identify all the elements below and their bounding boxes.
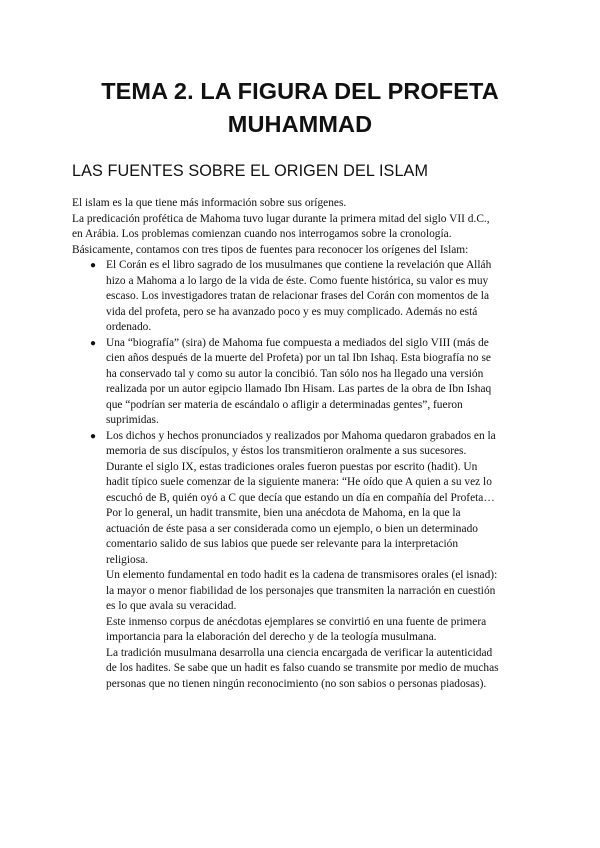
bullet-line: suprimidas. — [106, 414, 159, 426]
bullet-item-coran — [72, 258, 532, 336]
bullet-line: religiosa. — [106, 553, 149, 566]
bullet-line: escuchó de B, quién oyó a C que decía que estando un día en compañía del Profeta… — [106, 491, 495, 504]
bullet-line: actuación de éste pasa a ser considerada como un ejemplo, o bien un determinado — [106, 522, 478, 535]
bullet-line: El Corán es el libro sagrado de los musulmanes que contiene la revelación que Alláh — [106, 259, 492, 271]
bullet-line: hadit típico suele comenzar de la siguiente manera: “He oído que A quien a su vez lo — [106, 476, 492, 488]
bullet-line: Por lo general, un hadit transmite, bien una anécdota de Mahoma, en la que la — [106, 507, 461, 519]
continuation-line: de los hadites. Se sabe que un hadit es falso cuando se transmite por medio de muchas — [106, 662, 499, 674]
bullet-line: memoria de sus discípulos, y éstos los transmitieron oralmente a sus sucesores. — [106, 445, 467, 457]
continuation-line: Este inmenso corpus de anécdotas ejemplares se convirtió en una fuente de primera — [106, 615, 487, 628]
bullet-dot-icon: ● — [90, 337, 97, 349]
bullet-line: ordenado. — [106, 321, 152, 333]
page-title — [40, 75, 560, 141]
bullet-line: vida del profeta, pero se ha avanzado poco y es muy complicado. Además no está — [106, 305, 478, 318]
bullet-item-hadit — [72, 429, 532, 569]
title-line-2: MUHAMMAD — [227, 111, 373, 137]
bullet-line: realizada por un autor egipcio llamado Ibn Hisam. Las partes de la obra de Ibn Ishaq — [106, 383, 492, 395]
intro-line: Básicamente, contamos con tres tipos de fuentes para reconocer los orígenes del Islam: — [72, 243, 469, 256]
section-heading: LAS FUENTES SOBRE EL ORIGEN DEL ISLAM — [72, 162, 429, 180]
bullet-line: que “podrían ser materia de escándalo o afligir a determinadas gentes”, fueron — [106, 398, 463, 411]
bullet-line: Una “biografía” (sira) de Mahoma fue compuesta a mediados del siglo VIII (más de — [106, 336, 489, 349]
continuation-line: importancia para la elaboración del derecho y de la teología musulmana. — [106, 631, 437, 643]
bullet-item-sira — [72, 336, 532, 429]
intro-line: El islam es la que tiene más información sobre sus orígenes. — [72, 197, 347, 209]
continuation-line: la mayor o menor fiabilidad de los personajes que transmiten la narración en cuestión — [106, 584, 496, 597]
bullet-line: escaso. Los investigadores tratan de relacionar frases del Corán con momentos de la — [106, 290, 490, 302]
bullet-line: Los dichos y hechos pronunciados y realizados por Mahoma quedaron grabados en la — [106, 429, 496, 442]
body-text — [72, 196, 532, 692]
bullet-dot-icon: ● — [90, 430, 97, 442]
continuation-line: Un elemento fundamental en todo hadit es la cadena de transmisores orales (el isnad): — [106, 569, 498, 581]
intro-line: en Arábia. Los problemas comienzan cuando nos interrogamos sobre la cronología. — [72, 228, 452, 240]
bullet-line: hizo a Mahoma a lo largo de la vida de éste. Como fuente histórica, su valor es muy — [106, 274, 489, 287]
bullet-line: comentario salido de sus labios que puede ser relevante para la interpretación — [106, 538, 459, 550]
bullet-continuation — [72, 568, 532, 692]
title-line-1: TEMA 2. LA FIGURA DEL PROFETA — [101, 78, 499, 104]
bullet-line: Durante el siglo IX, estas tradiciones orales fueron puestas por escrito (hadit). Un — [106, 460, 478, 473]
bullet-line: cien años después de la muerte del Profeta) por un tal Ibn Ishaq. Esta biografía no se — [106, 352, 491, 364]
intro-line: La predicación profética de Mahoma tuvo lugar durante la primera mitad del siglo VII d.C., — [72, 212, 490, 225]
intro-paragraph — [72, 196, 532, 258]
continuation-line: personas que no tienen ningún reconocimiento (no son sabios o personas piadosas). — [106, 677, 487, 690]
bullet-line: ha conservado tal y como su autor la concibió. Tan sólo nos ha llegado una versión — [106, 367, 484, 380]
continuation-line: La tradición musulmana desarrolla una ciencia encargada de verificar la autenticidad — [106, 646, 493, 659]
bullet-dot-icon: ● — [90, 260, 97, 271]
continuation-line: es lo que avala su veracidad. — [106, 600, 237, 612]
